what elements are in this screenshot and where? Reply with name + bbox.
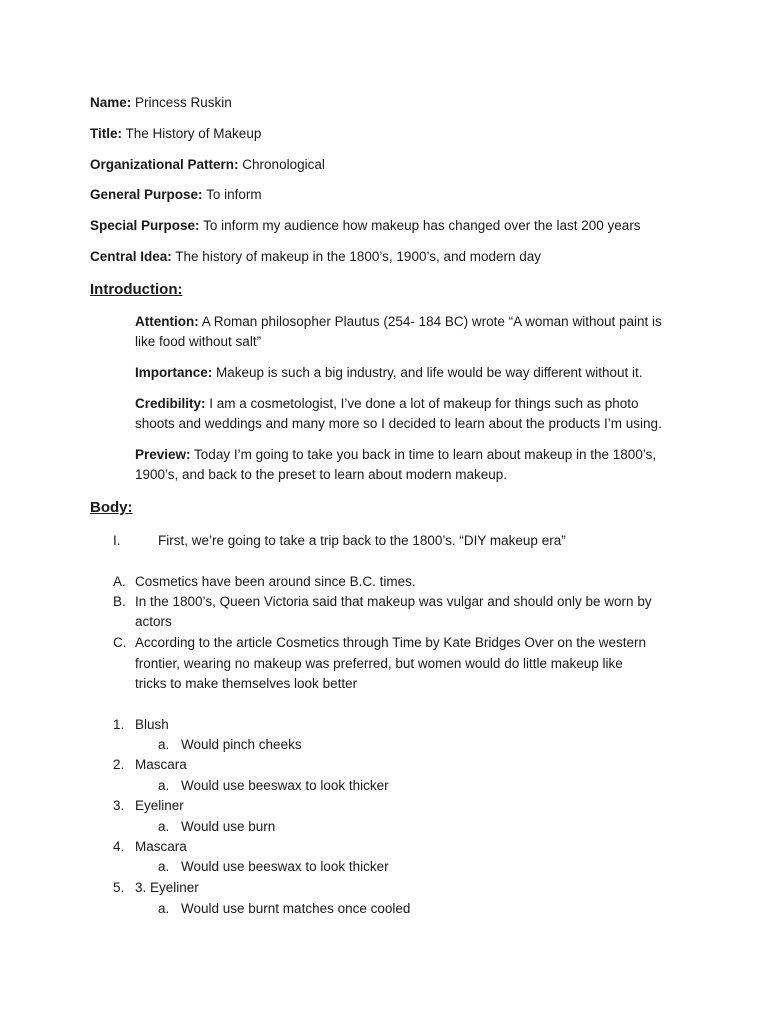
title-value: The History of Makeup	[125, 126, 262, 141]
title-field	[90, 124, 261, 144]
numbered-sub-marker: a.	[158, 778, 170, 793]
central-idea-field	[90, 247, 541, 267]
attention-line-1	[135, 312, 662, 332]
numbered-sub-item: Would pinch cheeks	[181, 737, 302, 752]
subpoint-text: In the 1800’s, Queen Victoria said that makeup was vulgar and should only be worn by	[135, 594, 652, 609]
subpoint-marker: A.	[113, 574, 126, 589]
title-label: Title:	[90, 126, 123, 141]
subpoint-text: tricks to make themselves look better	[135, 676, 358, 691]
numbered-sub-item: Would use burnt matches once cooled	[181, 901, 411, 916]
special-purpose-label: Special Purpose:	[90, 218, 200, 233]
numbered-sub-item: Would use beeswax to look thicker	[181, 778, 389, 793]
numbered-marker: 1.	[113, 717, 125, 732]
importance-label: Importance:	[135, 365, 213, 380]
body-heading: Body:	[90, 499, 133, 516]
main-point-marker: I.	[113, 533, 121, 548]
numbered-item: Mascara	[135, 839, 187, 854]
general-purpose-value: To inform	[206, 187, 262, 202]
numbered-item: Eyeliner	[135, 798, 184, 813]
attention-label: Attention:	[135, 314, 199, 329]
numbered-sub-marker: a.	[158, 901, 170, 916]
credibility-line-2: shoots and weddings and many more so I decided to learn about the products I’m using.	[135, 416, 662, 431]
credibility-text-1: I am a cosmetologist, I’ve done a lot of makeup for things such as photo	[209, 396, 639, 411]
numbered-marker: 4.	[113, 839, 125, 854]
subpoint-text: According to the article Cosmetics through Time by Kate Bridges Over on the western	[135, 635, 646, 650]
importance-line	[135, 363, 643, 383]
pattern-value: Chronological	[242, 157, 325, 172]
name-field	[90, 93, 232, 113]
numbered-sub-item: Would use burn	[181, 819, 276, 834]
attention-text-1: A Roman philosopher Plautus (254- 184 BC) wrote “A woman without paint is	[201, 314, 662, 329]
numbered-marker: 3.	[113, 798, 125, 813]
subpoint-marker: B.	[113, 594, 126, 609]
general-purpose-field	[90, 185, 262, 205]
main-point-text: First, we’re going to take a trip back to the 1800’s. “DIY makeup era”	[158, 533, 566, 548]
numbered-sub-item: Would use beeswax to look thicker	[181, 859, 389, 874]
special-purpose-value: To inform my audience how makeup has changed over the last 200 years	[203, 218, 641, 233]
name-label: Name:	[90, 95, 132, 110]
introduction-heading: Introduction:	[90, 281, 183, 298]
credibility-label: Credibility:	[135, 396, 206, 411]
numbered-marker: 5.	[113, 880, 125, 895]
numbered-item: Mascara	[135, 757, 187, 772]
numbered-item: 3. Eyeliner	[135, 880, 199, 895]
numbered-sub-marker: a.	[158, 859, 170, 874]
attention-line-2: like food without salt”	[135, 334, 262, 349]
importance-text: Makeup is such a big industry, and life would be way different without it.	[216, 365, 643, 380]
general-purpose-label: General Purpose:	[90, 187, 203, 202]
numbered-sub-marker: a.	[158, 819, 170, 834]
preview-line-1	[135, 445, 656, 465]
subpoint-text: frontier, wearing no makeup was preferred, but women would do little makeup like	[135, 656, 623, 671]
preview-label: Preview:	[135, 447, 191, 462]
numbered-item: Blush	[135, 717, 169, 732]
numbered-marker: 2.	[113, 757, 125, 772]
subpoint-text: actors	[135, 614, 172, 629]
preview-line-2: 1900’s, and back to the preset to learn about modern makeup.	[135, 467, 507, 482]
name-value: Princess Ruskin	[135, 95, 232, 110]
central-idea-label: Central Idea:	[90, 249, 172, 264]
credibility-line-1	[135, 394, 639, 414]
pattern-field	[90, 155, 325, 175]
subpoint-text: Cosmetics have been around since B.C. times.	[135, 574, 416, 589]
special-purpose-field	[90, 216, 641, 236]
numbered-sub-marker: a.	[158, 737, 170, 752]
central-idea-value: The history of makeup in the 1800’s, 1900’s, and modern day	[175, 249, 542, 264]
preview-text-1: Today I’m going to take you back in time to learn about makeup in the 1800’s,	[194, 447, 657, 462]
subpoint-marker: C.	[113, 635, 127, 650]
pattern-label: Organizational Pattern:	[90, 157, 239, 172]
